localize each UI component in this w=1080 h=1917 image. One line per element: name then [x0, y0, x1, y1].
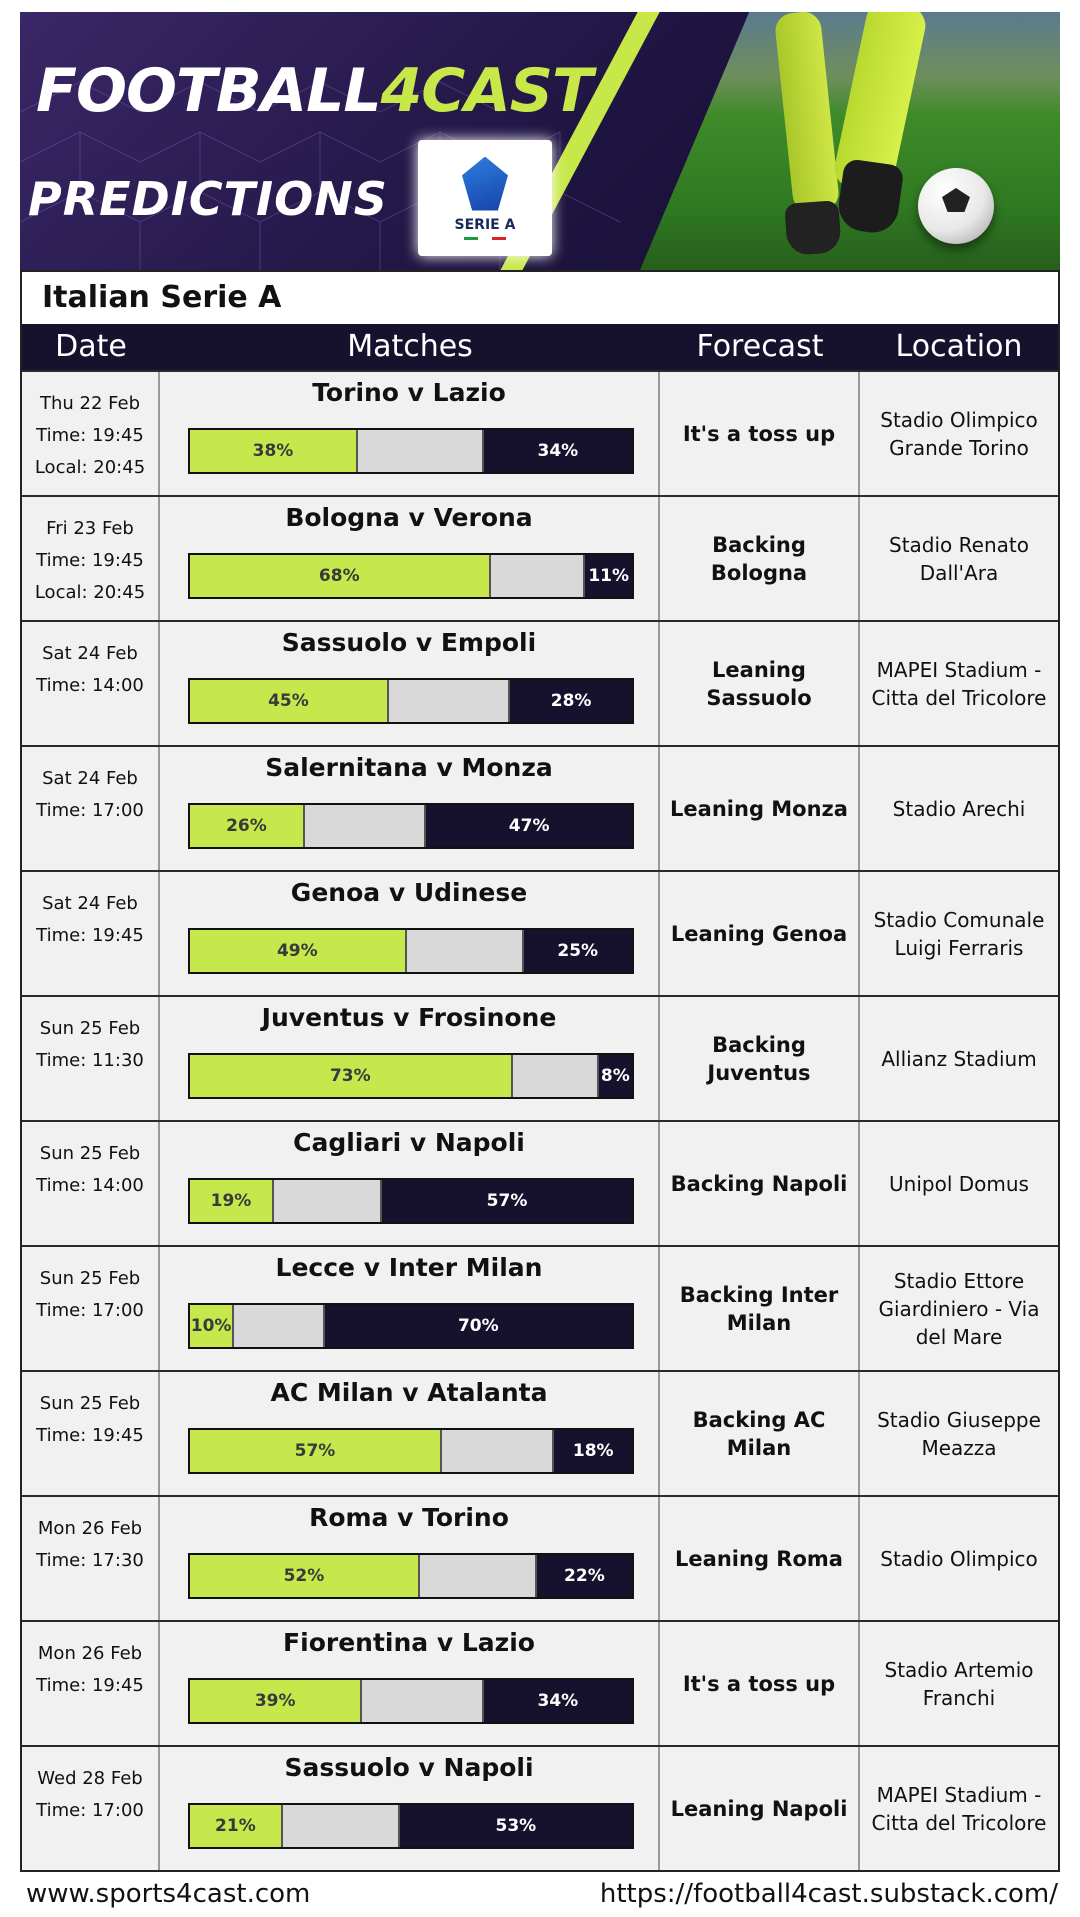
date-cell [22, 497, 160, 620]
header-date: Date [55, 329, 127, 364]
home-win-label: 38% [252, 441, 294, 461]
match-cell [160, 997, 660, 1120]
forecast-text: Backing Bologna [710, 532, 808, 585]
table-row [22, 620, 1058, 745]
location-text: Stadio Renato Dall'Ara [889, 532, 1029, 585]
home-win-label: 10% [190, 1316, 232, 1336]
draw-segment [274, 1180, 380, 1222]
match-title: Roma v Torino [309, 1503, 509, 1532]
away-win-segment [508, 680, 632, 722]
forecast-cell [660, 747, 860, 870]
match-date: Sun 25 Feb [39, 1018, 141, 1039]
match-cell [160, 1372, 660, 1495]
draw-segment [305, 805, 424, 847]
forecast-cell [660, 1747, 860, 1870]
away-win-label: 11% [588, 566, 630, 586]
away-win-label: 18% [572, 1441, 614, 1461]
draw-segment [283, 1805, 398, 1847]
away-win-segment [398, 1805, 632, 1847]
match-cell [160, 1497, 660, 1620]
location-cell [860, 997, 1058, 1120]
home-win-segment [190, 1305, 234, 1347]
away-win-segment [482, 1680, 632, 1722]
location-cell [860, 497, 1058, 620]
match-title: Sassuolo v Empoli [281, 628, 537, 657]
match-date: Sun 25 Feb [39, 1143, 141, 1164]
location-cell [860, 747, 1058, 870]
away-win-segment [482, 430, 632, 472]
serie-a-logo [418, 140, 552, 256]
draw-segment [513, 1055, 597, 1097]
match-date: Mon 26 Feb [37, 1643, 143, 1664]
footer [26, 1878, 1058, 1910]
home-win-label: 45% [268, 691, 309, 711]
football-image [918, 168, 994, 244]
home-win-label: 26% [226, 816, 267, 836]
brand-main: FOOTBALL [36, 56, 381, 126]
forecast-cell [660, 872, 860, 995]
away-win-segment [380, 1180, 632, 1222]
draw-segment [420, 1555, 535, 1597]
location-text: MAPEI Stadium - Citta del Tricolore [871, 657, 1047, 710]
table-row [22, 1745, 1058, 1870]
home-win-label: 52% [283, 1566, 325, 1586]
away-win-label: 34% [537, 441, 579, 461]
home-win-label: 68% [318, 566, 360, 586]
table-row [22, 1495, 1058, 1620]
serie-a-badge-icon [462, 157, 508, 211]
location-text: Allianz Stadium [881, 1046, 1037, 1071]
away-win-segment [424, 805, 632, 847]
probability-bar [188, 1053, 634, 1099]
banner-subtitle: PREDICTIONS [28, 172, 388, 226]
forecast-cell [660, 372, 860, 495]
table-body [22, 370, 1058, 1870]
match-date: Thu 22 Feb [39, 393, 141, 414]
away-win-label: 47% [508, 816, 550, 836]
forecast-text: Backing Juventus [707, 1032, 811, 1085]
location-text: Stadio Ettore Giardiniero - Via del Mare [878, 1268, 1040, 1349]
date-cell [22, 997, 160, 1120]
brand-accent: 4CAST [380, 56, 592, 126]
date-cell [22, 1372, 160, 1495]
match-date: Sun 25 Feb [39, 1268, 141, 1289]
forecast-text: Leaning Roma [675, 1546, 843, 1571]
table-header [22, 324, 1058, 370]
location-text: Stadio Olimpico [880, 1546, 1038, 1571]
match-title: Genoa v Udinese [290, 878, 528, 907]
probability-bar [188, 678, 634, 724]
match-date: Fri 23 Feb [46, 518, 134, 539]
match-time: Time: 19:45 [36, 1425, 144, 1446]
home-win-segment [190, 805, 305, 847]
forecast-cell [660, 1247, 860, 1370]
match-cell [160, 1747, 660, 1870]
match-time: Time: 19:45 [36, 1675, 144, 1696]
match-date: Sat 24 Feb [42, 768, 138, 789]
home-win-segment [190, 555, 491, 597]
home-win-label: 19% [210, 1191, 252, 1211]
page-frame [20, 12, 1060, 1872]
location-cell [860, 1497, 1058, 1620]
location-text: MAPEI Stadium - Citta del Tricolore [871, 1782, 1047, 1835]
forecast-cell [660, 1122, 860, 1245]
match-time: Time: 14:00 [36, 675, 144, 696]
location-cell [860, 1372, 1058, 1495]
away-win-segment [583, 555, 632, 597]
probability-bar [188, 553, 634, 599]
match-cell [160, 622, 660, 745]
location-cell [860, 1122, 1058, 1245]
table-row [22, 495, 1058, 620]
match-time: Time: 11:30 [36, 1050, 144, 1071]
probability-bar [188, 928, 634, 974]
table-row [22, 1620, 1058, 1745]
date-cell [22, 1122, 160, 1245]
match-cell [160, 1622, 660, 1745]
date-cell [22, 872, 160, 995]
home-win-label: 73% [329, 1066, 371, 1086]
match-date: Mon 26 Feb [37, 1518, 143, 1539]
probability-bar [188, 803, 634, 849]
predictions-table [20, 270, 1060, 1872]
header-location: Location [895, 329, 1023, 364]
away-win-label: 22% [564, 1566, 605, 1586]
match-title: Cagliari v Napoli [293, 1128, 525, 1157]
italy-flag-icon [464, 237, 506, 240]
match-local-time: Local: 20:45 [34, 457, 146, 478]
forecast-cell [660, 622, 860, 745]
home-win-segment [190, 430, 358, 472]
away-win-segment [535, 1555, 632, 1597]
forecast-cell [660, 1497, 860, 1620]
away-win-segment [323, 1305, 632, 1347]
location-text: Stadio Olimpico Grande Torino [880, 407, 1038, 460]
away-win-label: 28% [550, 691, 592, 711]
probability-bar [188, 1178, 634, 1224]
location-cell [860, 372, 1058, 495]
forecast-text: It's a toss up [682, 1671, 836, 1696]
location-text: Stadio Artemio Franchi [884, 1657, 1034, 1710]
date-cell [22, 1747, 160, 1870]
away-win-label: 25% [557, 941, 599, 961]
forecast-text: Backing AC Milan [692, 1407, 826, 1460]
location-text: Stadio Arechi [892, 796, 1026, 821]
probability-bar [188, 1428, 634, 1474]
table-row [22, 370, 1058, 495]
match-title: Lecce v Inter Milan [275, 1253, 543, 1282]
match-time: Time: 19:45 [36, 425, 144, 446]
forecast-text: Leaning Genoa [670, 921, 848, 946]
forecast-text: Backing Napoli [670, 1171, 848, 1196]
away-win-label: 57% [486, 1191, 528, 1211]
forecast-text: Leaning Monza [670, 796, 848, 821]
away-win-label: 53% [495, 1816, 537, 1836]
forecast-text: Backing Inter Milan [679, 1282, 839, 1335]
header-forecast: Forecast [696, 329, 824, 364]
away-win-segment [597, 1055, 632, 1097]
date-cell [22, 747, 160, 870]
location-cell [860, 872, 1058, 995]
location-cell [860, 1247, 1058, 1370]
match-cell [160, 1122, 660, 1245]
forecast-text: Leaning Sassuolo [706, 657, 812, 710]
forecast-text: Leaning Napoli [670, 1796, 848, 1821]
match-cell [160, 372, 660, 495]
match-title: Torino v Lazio [312, 378, 506, 407]
match-cell [160, 872, 660, 995]
location-text: Stadio Comunale Luigi Ferraris [873, 907, 1045, 960]
location-cell [860, 1747, 1058, 1870]
header-matches: Matches [347, 329, 473, 364]
match-date: Wed 28 Feb [37, 1768, 143, 1789]
league-title: Italian Serie A [22, 270, 1058, 324]
match-time: Time: 14:00 [36, 1175, 144, 1196]
date-cell [22, 622, 160, 745]
away-win-label: 70% [457, 1316, 499, 1336]
location-text: Stadio Giuseppe Meazza [877, 1407, 1041, 1460]
match-date: Sat 24 Feb [42, 643, 138, 664]
match-cell [160, 497, 660, 620]
boot-image [784, 200, 841, 256]
date-cell [22, 1497, 160, 1620]
table-row [22, 1370, 1058, 1495]
match-cell [160, 1247, 660, 1370]
match-title: AC Milan v Atalanta [270, 1378, 548, 1407]
table-row [22, 1245, 1058, 1370]
footer-right-link[interactable]: https://football4cast.substack.com/ [599, 1879, 1058, 1909]
draw-segment [491, 555, 584, 597]
probability-bar [188, 1678, 634, 1724]
match-title: Juventus v Frosinone [261, 1003, 557, 1032]
match-time: Time: 19:45 [36, 925, 144, 946]
match-time: Time: 17:00 [36, 800, 144, 821]
header-banner [20, 12, 1060, 270]
date-cell [22, 1622, 160, 1745]
probability-bar [188, 1553, 634, 1599]
draw-segment [442, 1430, 553, 1472]
forecast-cell [660, 497, 860, 620]
draw-segment [389, 680, 508, 722]
match-local-time: Local: 20:45 [34, 582, 146, 603]
match-title: Fiorentina v Lazio [283, 1628, 535, 1657]
forecast-text: It's a toss up [682, 421, 836, 446]
forecast-cell [660, 1372, 860, 1495]
home-win-segment [190, 1805, 283, 1847]
match-time: Time: 19:45 [36, 550, 144, 571]
draw-segment [234, 1305, 322, 1347]
probability-bar [188, 1303, 634, 1349]
forecast-cell [660, 1622, 860, 1745]
draw-segment [358, 430, 482, 472]
table-row [22, 870, 1058, 995]
probability-bar [188, 1803, 634, 1849]
probability-bar [188, 428, 634, 474]
location-text: Unipol Domus [889, 1171, 1029, 1196]
match-title: Salernitana v Monza [265, 753, 553, 782]
home-win-segment [190, 1680, 362, 1722]
match-time: Time: 17:00 [36, 1800, 144, 1821]
home-win-segment [190, 1430, 442, 1472]
away-win-label: 8% [600, 1066, 630, 1086]
footer-left-link[interactable]: www.sports4cast.com [26, 1879, 311, 1909]
home-win-segment [190, 1055, 513, 1097]
draw-segment [362, 1680, 481, 1722]
table-row [22, 995, 1058, 1120]
match-cell [160, 747, 660, 870]
date-cell [22, 372, 160, 495]
location-cell [860, 1622, 1058, 1745]
forecast-cell [660, 997, 860, 1120]
home-win-segment [190, 1555, 420, 1597]
date-cell [22, 1247, 160, 1370]
away-win-segment [522, 930, 633, 972]
match-title: Bologna v Verona [285, 503, 533, 532]
match-date: Sun 25 Feb [39, 1393, 141, 1414]
match-time: Time: 17:00 [36, 1300, 144, 1321]
away-win-label: 34% [537, 1691, 579, 1711]
home-win-segment [190, 1180, 274, 1222]
brand-logo [36, 56, 592, 126]
home-win-segment [190, 680, 389, 722]
home-win-label: 49% [276, 941, 318, 961]
match-title: Sassuolo v Napoli [284, 1753, 534, 1782]
home-win-label: 39% [254, 1691, 296, 1711]
home-win-label: 57% [294, 1441, 336, 1461]
draw-segment [407, 930, 522, 972]
league-logo-text: SERIE A [454, 216, 516, 233]
home-win-label: 21% [215, 1816, 256, 1836]
table-row [22, 745, 1058, 870]
away-win-segment [552, 1430, 632, 1472]
match-time: Time: 17:30 [36, 1550, 144, 1571]
home-win-segment [190, 930, 407, 972]
location-cell [860, 622, 1058, 745]
table-row [22, 1120, 1058, 1245]
match-date: Sat 24 Feb [42, 893, 138, 914]
